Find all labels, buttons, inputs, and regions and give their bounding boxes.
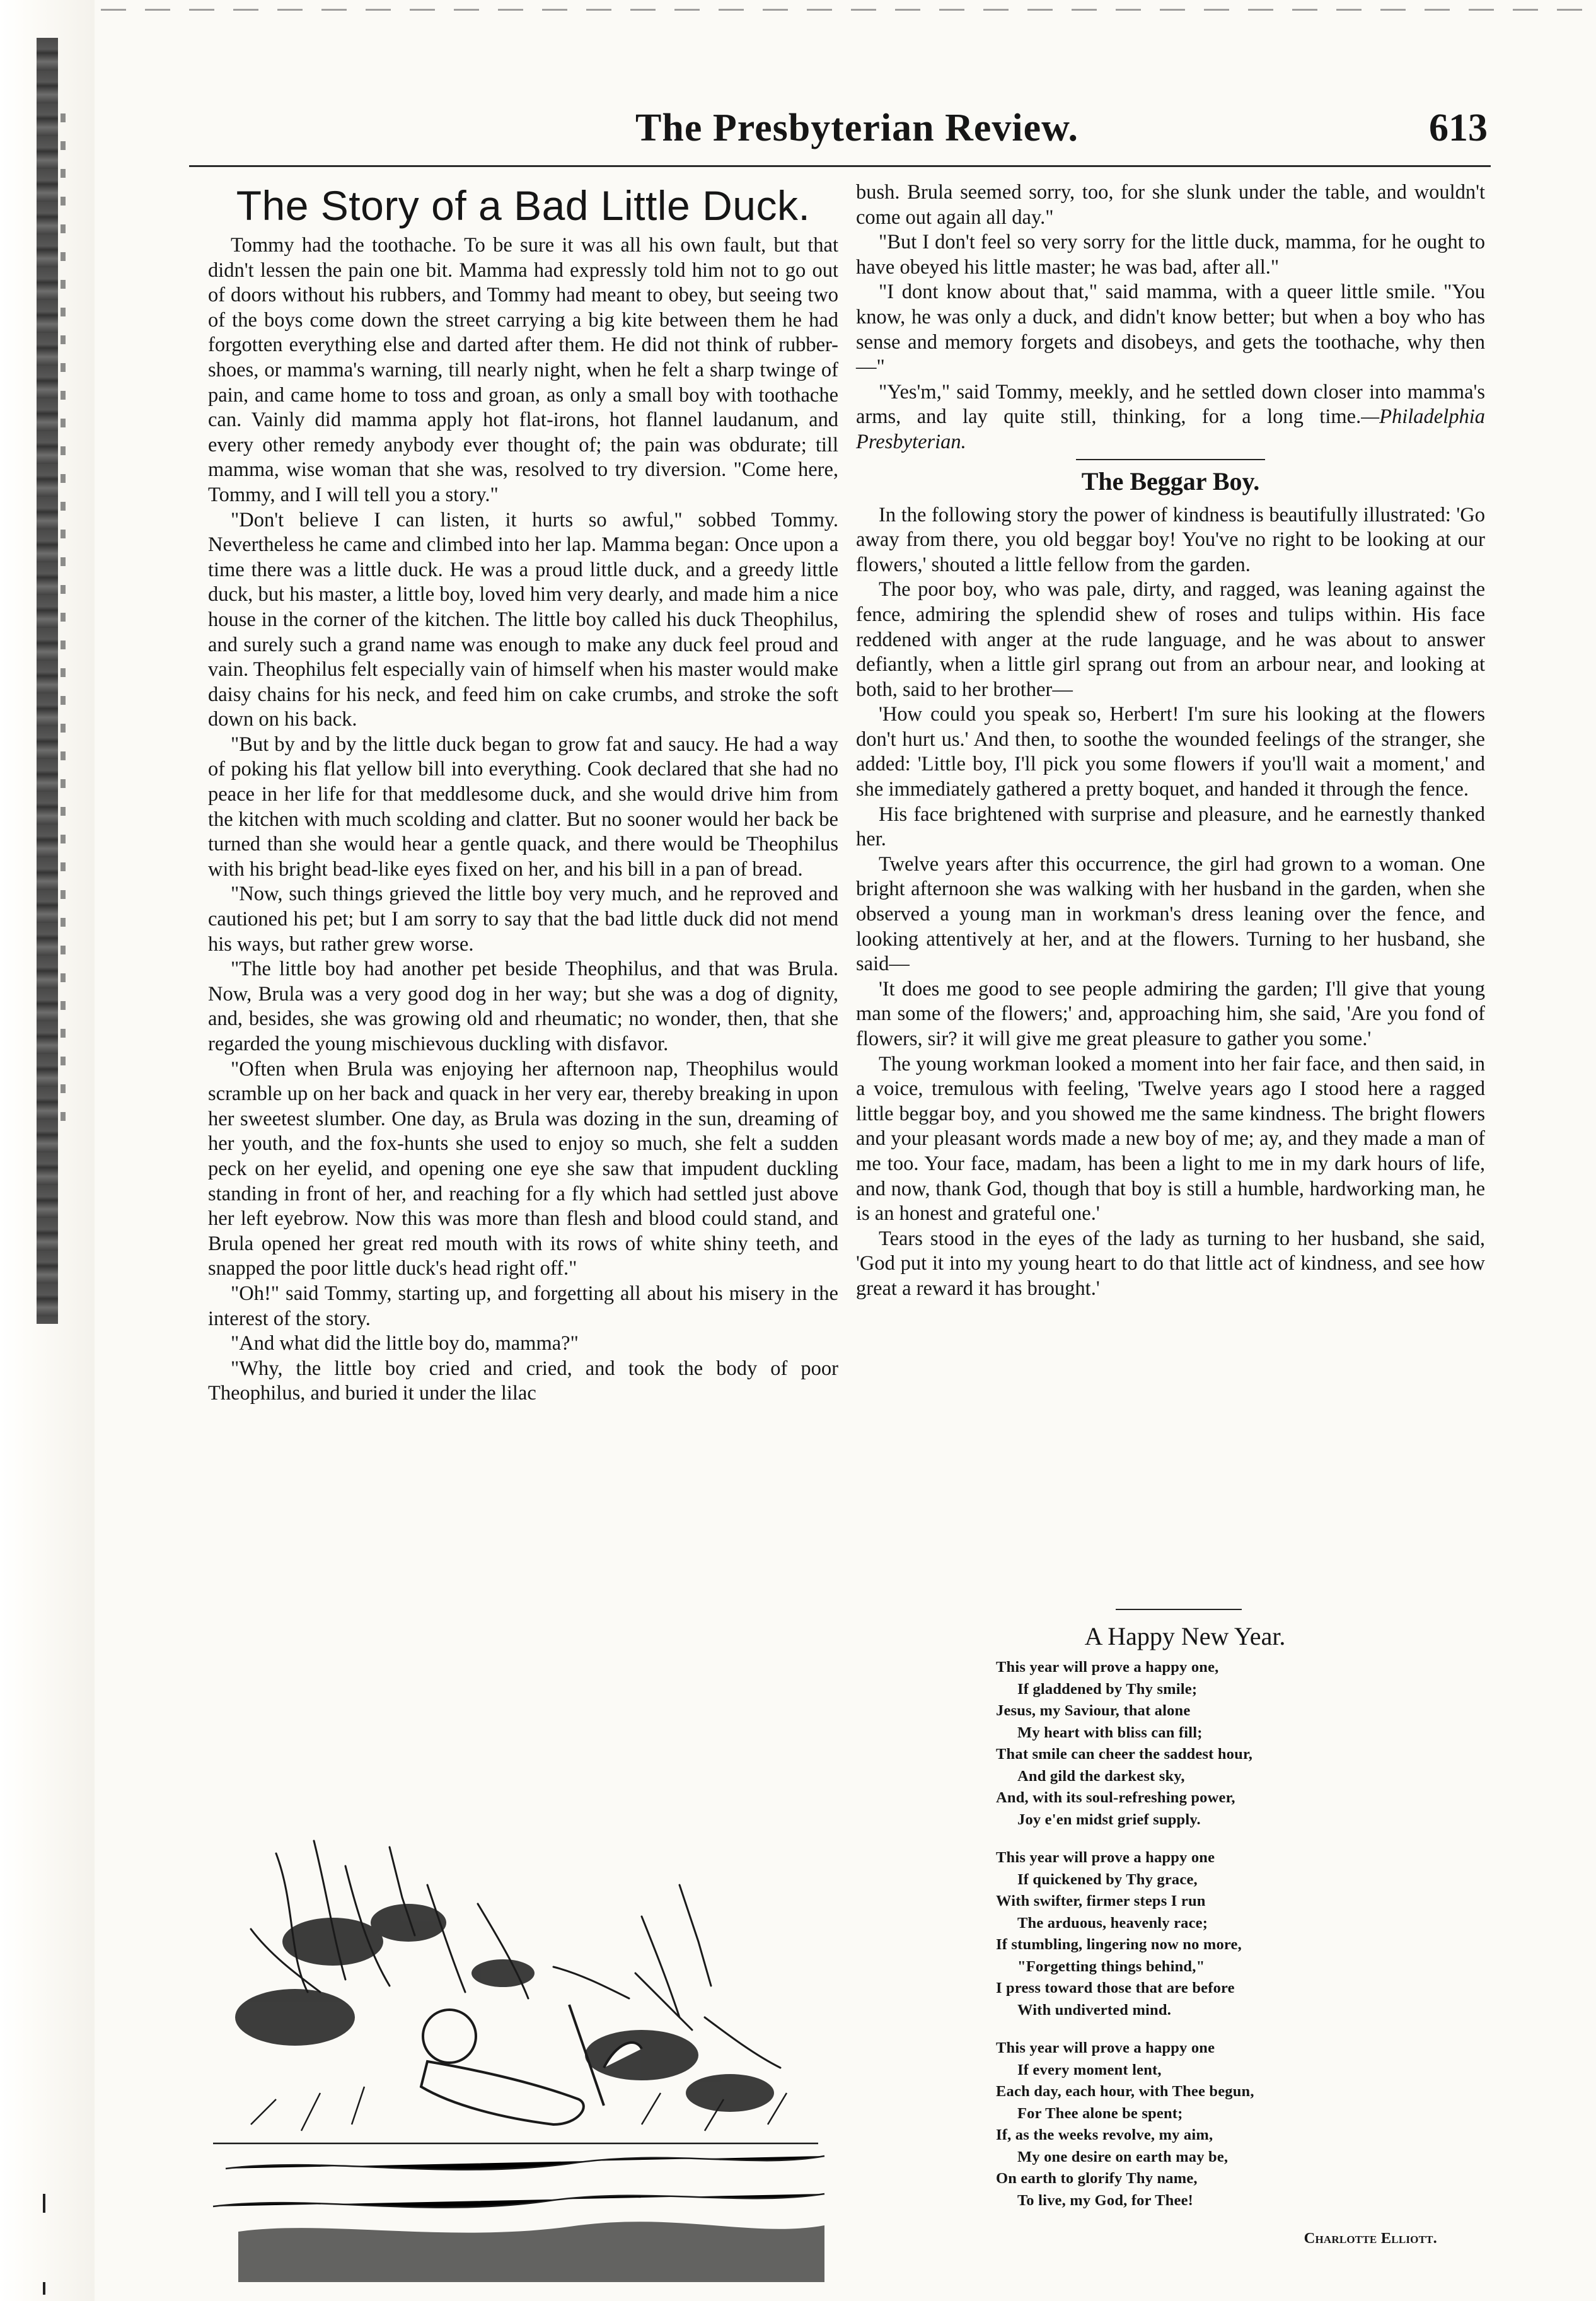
- stanza: [996, 1657, 1450, 1831]
- paragraph: "And what did the little boy do, mamma?": [231, 1332, 579, 1355]
- poem-line: This year will prove a happy one: [996, 2039, 1215, 2056]
- paragraph: The young workman looked a moment into her fair face, and then said, in a voice, tremulous with feeling, 'Twelve years ago I stood here a ragged little beggar boy, and you showed me the same kindness. The bright flowers and your pleasant words made a new boy of me; ay, and they made a man of me too. Your face, madam, has been a light to me in my dark hours of life, and now, thank God, though that boy is still a humble, hardworking man, he is an honest and grateful one.': [856, 1052, 1485, 1226]
- section-rule: [1076, 459, 1265, 460]
- poem-title: A Happy New Year.: [1084, 1622, 1286, 1650]
- story-title: The Story of a Bad Little Duck.: [236, 182, 811, 229]
- poem-line: This year will prove a happy one: [996, 1849, 1215, 1866]
- right-column: [856, 180, 1485, 1302]
- poem-line: For Thee alone be spent;: [1017, 2104, 1183, 2122]
- poem-line: Jesus, my Saviour, that alone: [996, 1702, 1191, 1719]
- poem-line: If every moment lent,: [1017, 2061, 1162, 2078]
- paragraph: "Don't believe I can listen, it hurts so awful," sobbed Tommy. Nevertheless he came and climbed into her lap. Mamma began: Once upon a time there was a little duck. He was a proud little duck, and a greedy little duck, but his master, a little boy, loved him very dearly, and made him a nice house in the corner of the kitchen. The little boy called his duck Theophilus, and surely such a grand name was enough to make any duck feel proud and vain. Theophilus felt especially vain of himself when his master would make daisy chains for his neck, and feed him on cake crumbs, and stroke the soft down on his back.: [208, 508, 838, 731]
- poem-line: My one desire on earth may be,: [1017, 2148, 1229, 2165]
- running-header: [189, 106, 1488, 156]
- poem-line: On earth to glorify Thy name,: [996, 2170, 1198, 2187]
- stanza: [996, 2037, 1450, 2211]
- engraving-illustration: [200, 1828, 831, 2295]
- binding-shadow: [37, 38, 58, 1324]
- poem-line: The arduous, heavenly race;: [1017, 1914, 1208, 1932]
- poem-line: With undiverted mind.: [1017, 2001, 1172, 2019]
- poem-line: And gild the darkest sky,: [1017, 1767, 1185, 1785]
- paragraph-text: "Yes'm," said Tommy, meekly, and he settled down closer into mamma's arms, and lay quite still, thinking, for a long time.: [856, 380, 1485, 429]
- paragraph: "Now, such things grieved the little boy very much, and he reproved and cautioned his pet; but I am sorry to say that the bad little duck did not mend his ways, but rather grew worse.: [208, 883, 838, 956]
- poem-line: This year will prove a happy one,: [996, 1659, 1219, 1676]
- poem-line: If gladdened by Thy smile;: [1017, 1680, 1198, 1698]
- paragraph: 'It does me good to see people admiring the garden; I'll give that young man some of the flowers;' and, approaching him, she said, 'Are you fond of flowers, sir? it will give me great pleasure to gather you some.': [856, 977, 1485, 1050]
- top-edge-rule: [101, 9, 1596, 11]
- header-rule: [189, 165, 1491, 167]
- edge-mark: [43, 2282, 45, 2295]
- poem-line: Each day, each hour, with Thee begun,: [996, 2083, 1254, 2100]
- paragraph: [856, 380, 1485, 455]
- poem: [996, 1657, 1450, 2250]
- paragraph: "Why, the little boy cried and cried, and took the body of poor Theophilus, and buried it under the lilac: [208, 1357, 838, 1405]
- paragraph: bush. Brula seemed sorry, too, for she slunk under the table, and wouldn't come out again all day.": [856, 181, 1485, 229]
- poem-line: And, with its soul-refreshing power,: [996, 1789, 1235, 1806]
- stanza: [996, 1847, 1450, 2021]
- poem-line: With swifter, firmer steps I run: [996, 1892, 1206, 1910]
- paragraph: "But by and by the little duck began to grow fat and saucy. He had a way of poking his flat yellow bill into everything. Cook declared that she had no peace in her life for that meddlesome duck, and she would drive him from the kitchen with much scolding and clatter. But no sooner would her back be turned than she would hear a gentle quack, and there would be Theophilus with his bright bead-like eyes fixed on her, and his bill in a pan of bread.: [208, 733, 838, 881]
- paragraph: "I dont know about that," said mamma, with a queer little smile. "You know, he was only a duck, and didn't know better; but when a boy who has sense and memory forgets and disobeys, and gets the toothache, why then—": [856, 281, 1485, 379]
- poem-line: My heart with bliss can fill;: [1017, 1724, 1203, 1741]
- paragraph: "Oh!" said Tommy, starting up, and forgetting all about his misery in the interest of the story.: [208, 1282, 838, 1330]
- poem-line: If stumbling, lingering now no more,: [996, 1936, 1242, 1953]
- section-title: The Beggar Boy.: [1081, 467, 1260, 496]
- poem-author: Charlotte Elliott.: [1304, 2230, 1437, 2247]
- paragraph: "Often when Brula was enjoying her afternoon nap, Theophilus would scramble up on her back and quack in her very ear, thereby breaking in upon her sweetest slumber. One day, as Brula was dozing in the sun, dreaming of her youth, and the fox-hunts she used to enjoy so much, she felt a sudden peck on her eyelid, and opening one eye she saw that impudent duckling standing in front of her, and reaching for a fly which had settled just above her left eyebrow. Now this was more than flesh and blood could stand, and Brula opened her great red mouth with its rows of white shiny teeth, and snapped the poor little duck's head right off.": [208, 1057, 838, 1280]
- paragraph: 'How could you speak so, Herbert! I'm sure his looking at the flowers don't hurt us.' And then, to soothe the wounded feelings of the stranger, she added: 'Little boy, I'll pick you some flowers if you'll wait a moment,' and she immediately gathered a pretty boquet, and handed it through the fence.: [856, 703, 1485, 801]
- page-number: 613: [1429, 107, 1488, 149]
- poem-line: I press toward those that are before: [996, 1979, 1235, 1997]
- poem-line: That smile can cheer the saddest hour,: [996, 1746, 1253, 1763]
- poem-line: To live, my God, for Thee!: [1017, 2191, 1194, 2209]
- left-column: [208, 180, 838, 1406]
- paragraph: His face brightened with surprise and pleasure, and he earnestly thanked her.: [856, 803, 1485, 851]
- paragraph: "But I don't feel so very sorry for the little duck, mamma, for he ought to have obeyed his little master; he was bad, after all.": [856, 231, 1485, 279]
- paragraph: In the following story the power of kindness is beautifully illustrated: 'Go away from there, you old beggar boy! You've no right to be looking at our flowers,' shouted a little fellow from the garden.: [856, 503, 1485, 576]
- edge-mark: [43, 2194, 45, 2213]
- poem-line: If quickened by Thy grace,: [1017, 1870, 1198, 1888]
- journal-title: The Presbyterian Review.: [635, 107, 1079, 149]
- paragraph: Tears stood in the eyes of the lady as turning to her husband, she said, 'God put it into my young heart to do that little act of kindness, and see how great a reward it has brought.': [856, 1227, 1485, 1300]
- attribution: —Philadelphia Presbyterian.: [856, 405, 1485, 453]
- paragraph: The poor boy, who was pale, dirty, and ragged, was leaning against the fence, admiring the splendid shew of roses and tulips within. His face reddened with anger at the rude language, and he was about to answer defiantly, when a little girl sprang out from an arbour near, and looking at both, said to her brother—: [856, 578, 1485, 701]
- binding-marks: [61, 113, 66, 1122]
- poem-line: Joy e'en midst grief supply.: [1017, 1811, 1201, 1828]
- paragraph: Tommy had the toothache. To be sure it was all his own fault, but that didn't lessen the pain one bit. Mamma had expressly told him not to go out of doors without his rubbers, and Tommy had meant to obey, but seeing two of the boys come down the street carrying a big kite between them he had forgotten everything else and darted after them. He did not think of rubber-shoes, or mamma's warning, till nearly night, when he felt a sharp twinge of pain, and came home to toss and groan, as only a small boy with toothache can. Vainly did mamma apply hot flat-irons, hot flannel laudanum, and every other remedy anybody ever thought of; the pain was obdurate; till mamma, wise woman that she was, resolved to try diversion. "Come here, Tommy, and I will tell you a story.": [208, 234, 838, 506]
- paragraph: "The little boy had another pet beside Theophilus, and that was Brula. Now, Brula was a very good dog in her way; but she was a dog of dignity, and, besides, she was growing old and rheumatic; no wonder, then, that she regarded the young mischievous duckling with disfavor.: [208, 958, 838, 1055]
- paragraph: Twelve years after this occurrence, the girl had grown to a woman. One bright afternoon she was walking with her husband in the garden, when she observed a young man in workman's dress leaning over the fence, and looking attentively at her, and at the flowers. Turning to her husband, she said—: [856, 852, 1485, 976]
- poem-line: "Forgetting things behind,": [1017, 1957, 1205, 1975]
- section-rule: [1116, 1609, 1242, 1610]
- poem-line: If, as the weeks revolve, my aim,: [996, 2126, 1213, 2143]
